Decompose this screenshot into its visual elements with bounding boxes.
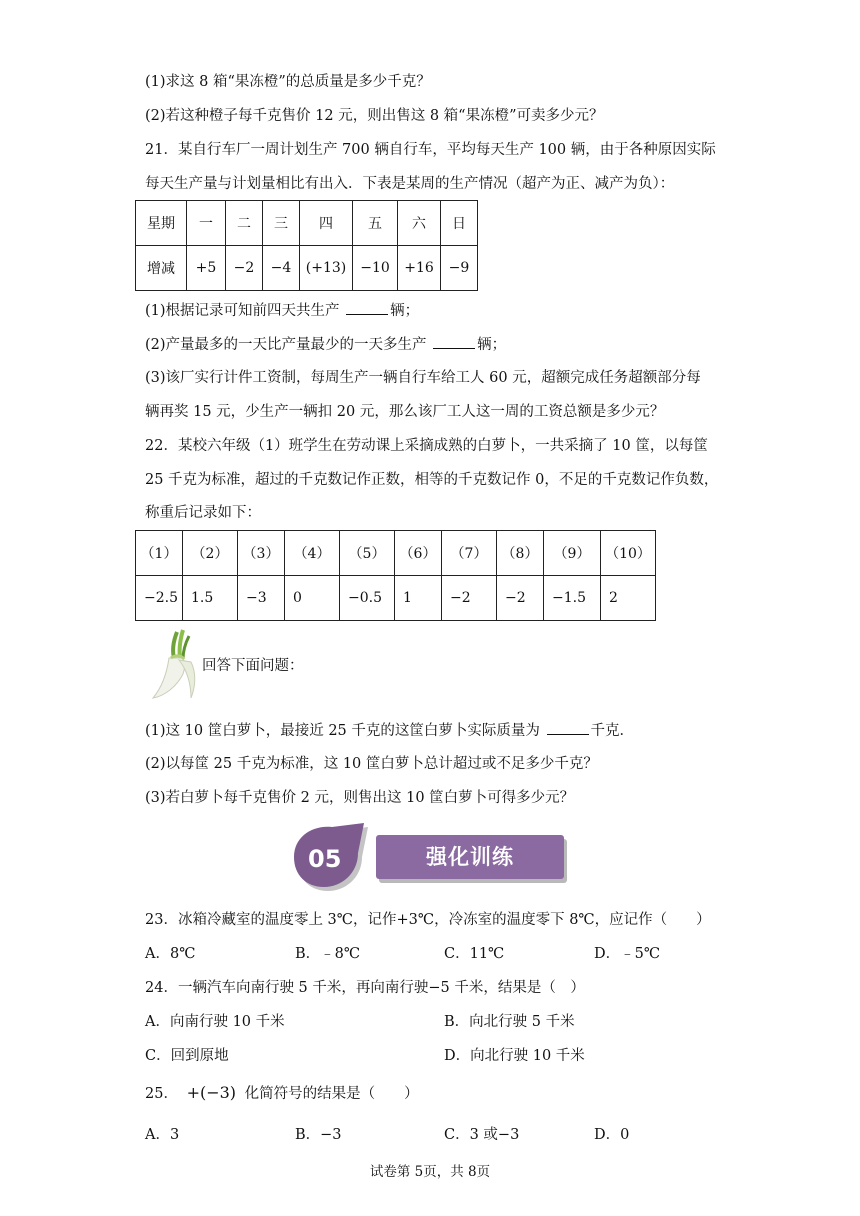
- table-cell: 2: [601, 576, 656, 621]
- q24-option-a[interactable]: A．向南行驶 10 千米: [145, 1014, 285, 1030]
- q21-part2: [145, 334, 506, 355]
- table-cell: （9）: [544, 531, 601, 576]
- banner-title-box: [376, 835, 564, 879]
- table-cell: (+13): [300, 246, 353, 291]
- table-cell: 星期: [136, 201, 187, 246]
- table-cell: （5）: [340, 531, 395, 576]
- table-cell: −3: [238, 576, 285, 621]
- table-cell: （6）: [395, 531, 442, 576]
- table-cell: 六: [398, 201, 441, 246]
- q21-part2-unit: 辆；: [477, 337, 507, 353]
- q23-option-c[interactable]: C．11℃: [444, 946, 505, 962]
- answer-blank[interactable]: [433, 334, 475, 349]
- banner-title: 强化训练: [426, 845, 514, 869]
- q23-option-d[interactable]: D．﹣5℃: [594, 946, 661, 962]
- table-row: [136, 246, 478, 291]
- q25-option-d[interactable]: D．0: [594, 1127, 630, 1143]
- table-cell: （10）: [601, 531, 656, 576]
- table-cell: （2）: [183, 531, 238, 576]
- q22-part1-unit: 千克．: [590, 723, 634, 739]
- table-cell: 1.5: [183, 576, 238, 621]
- q23-option-a[interactable]: A．8℃: [145, 946, 196, 962]
- q22-part1: [145, 720, 634, 741]
- q22-part3: (3)若白萝卜每千克售价 2 元，则售出这 10 筐白萝卜可得多少元？: [145, 790, 575, 806]
- table-cell: （4）: [285, 531, 340, 576]
- table-cell: −4: [263, 246, 300, 291]
- page-footer: 试卷第 5页，共 8页: [369, 1164, 491, 1180]
- table-cell: 日: [441, 201, 478, 246]
- table-cell: 增减: [136, 246, 187, 291]
- table-cell: −1.5: [544, 576, 601, 621]
- table-row: [136, 576, 656, 621]
- q21-part1-text: (1)根据记录可知前四天共生产: [145, 303, 340, 319]
- q25-number: 25．: [145, 1086, 178, 1102]
- q25-option-a[interactable]: A．3: [145, 1127, 180, 1143]
- q21-part1: [145, 300, 419, 321]
- q22-answer-prompt: 回答下面问题：: [202, 658, 304, 674]
- table-cell: −2: [442, 576, 497, 621]
- table-cell: −9: [441, 246, 478, 291]
- table-cell: （1）: [136, 531, 183, 576]
- q22-part2: (2)以每筐 25 千克为标准，这 10 筐白萝卜总计超过或不足多少千克？: [145, 756, 598, 772]
- q24-option-c[interactable]: C．回到原地: [145, 1048, 229, 1064]
- q24-option-b[interactable]: B．向北行驶 5 千米: [444, 1014, 575, 1030]
- q21-part3-line2: 辆再奖 15 元，少生产一辆扣 20 元，那么该厂工人这一周的工资总额是多少元？: [145, 404, 665, 420]
- q25-option-c[interactable]: C．3 或−3: [444, 1127, 520, 1143]
- q25-stem-text: 化简符号的结果是（ ）: [244, 1086, 419, 1102]
- table-cell: （3）: [238, 531, 285, 576]
- section-banner: [290, 823, 570, 895]
- table-cell: −2.5: [136, 576, 183, 621]
- radish-image: [147, 628, 199, 702]
- q25-option-b[interactable]: B．−3: [295, 1127, 342, 1143]
- table-cell: +5: [187, 246, 226, 291]
- q24-option-d[interactable]: D．向北行驶 10 千米: [444, 1048, 585, 1064]
- table-row: [136, 531, 656, 576]
- q24-stem: 24．一辆汽车向南行驶 5 千米，再向南行驶−5 千米，结果是（ ）: [145, 980, 585, 996]
- q23-stem: 23．冰箱冷藏室的温度零上 3℃，记作+3℃，冷冻室的温度零下 8℃，应记作（ ）: [145, 912, 711, 928]
- q25-expression: +(−3): [186, 1083, 237, 1102]
- q22-stem-line1: 22．某校六年级（1）班学生在劳动课上采摘成熟的白萝卜，一共采摘了 10 筐，以每筐: [145, 438, 708, 454]
- q23-option-b[interactable]: B．﹣8℃: [295, 946, 361, 962]
- table-cell: （7）: [442, 531, 497, 576]
- q22-stem-line2: 25 千克为标准，超过的千克数记作正数，相等的千克数记作 0，不足的千克数记作负数，: [145, 472, 719, 488]
- table-cell: 二: [226, 201, 263, 246]
- q21-part2-text: (2)产量最多的一天比产量最少的一天多生产: [145, 337, 427, 353]
- table-cell: （8）: [497, 531, 544, 576]
- q22-stem-line3: 称重后记录如下：: [145, 505, 261, 521]
- table-cell: −10: [353, 246, 398, 291]
- q21-stem-line1: 21．某自行车厂一周计划生产 700 辆自行车，平均每天生产 100 辆，由于各种原因实际: [145, 142, 716, 158]
- q21-part1-unit: 辆；: [390, 303, 420, 319]
- table-row: [136, 201, 478, 246]
- q25-stem: [145, 1083, 419, 1104]
- q20-part2: (2)若这种橙子每千克售价 12 元，则出售这 8 箱“果冻橙”可卖多少元？: [145, 108, 604, 124]
- answer-blank[interactable]: [346, 300, 388, 315]
- q21-stem-line2: 每天生产量与计划量相比有出入．下表是某周的生产情况（超产为正、减产为负）：: [145, 176, 675, 192]
- table-cell: −2: [497, 576, 544, 621]
- q22-weight-table: [135, 530, 656, 621]
- table-cell: 五: [353, 201, 398, 246]
- banner-number: 05: [308, 845, 342, 873]
- table-cell: 四: [300, 201, 353, 246]
- q21-production-table: [135, 200, 478, 291]
- table-cell: 1: [395, 576, 442, 621]
- table-cell: +16: [398, 246, 441, 291]
- table-cell: −0.5: [340, 576, 395, 621]
- table-cell: 0: [285, 576, 340, 621]
- q22-part1-text: (1)这 10 筐白萝卜，最接近 25 千克的这筐白萝卜实际质量为: [145, 723, 540, 739]
- table-cell: −2: [226, 246, 263, 291]
- table-cell: 三: [263, 201, 300, 246]
- q21-part3-line1: (3)该厂实行计件工资制，每周生产一辆自行车给工人 60 元，超额完成任务超额部分每: [145, 370, 701, 386]
- q20-part1: (1)求这 8 箱“果冻橙”的总质量是多少千克？: [145, 74, 431, 90]
- banner-number-badge: [290, 823, 372, 895]
- answer-blank[interactable]: [547, 720, 589, 735]
- table-cell: 一: [187, 201, 226, 246]
